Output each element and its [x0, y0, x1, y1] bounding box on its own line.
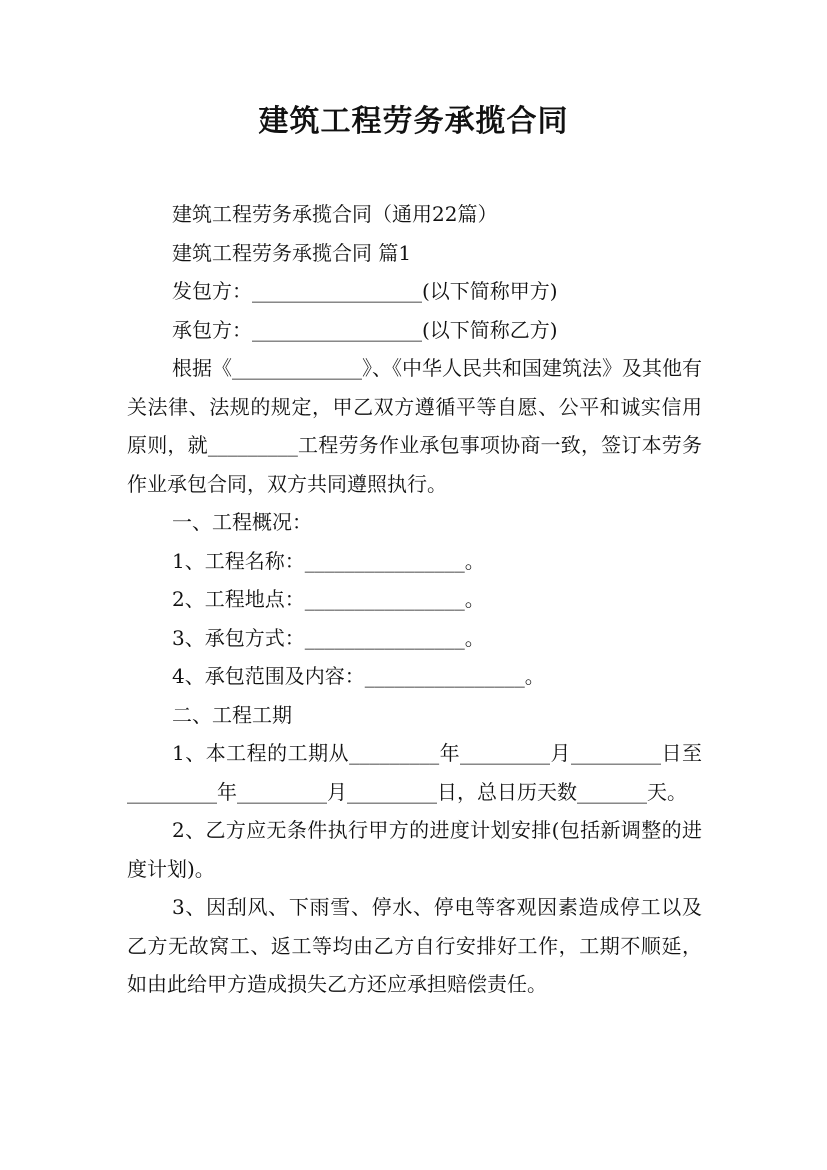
scope-line: 4、承包范围及内容：________________。: [172, 664, 545, 688]
schedule-clause-2: 2、乙方应无条件执行甲方的进度计划安排(包括新调整的进度计划)。: [127, 818, 702, 881]
section-heading-overview: 一、工程概况：: [172, 510, 312, 534]
party-b-line: 承包方：_________________(以下简称乙方): [172, 317, 558, 342]
schedule-clause-3: 3、因刮风、下雨雪、停水、停电等客观因素造成停工以及乙方无故窝工、返工等均由乙方自行安排好工作，工期不顺延，如由此给甲方造成损失乙方还应承担赔偿责任。: [127, 895, 702, 996]
project-location-line: 2、工程地点：________________。: [172, 587, 485, 611]
section-heading-schedule: 二、工程工期: [172, 702, 292, 727]
project-name-line: 1、工程名称：________________。: [172, 548, 485, 573]
schedule-clause-1: 1、本工程的工期从_________年_________月_________日至_________年_________月_________日，总日历天数_______天。: [127, 741, 702, 804]
preamble-paragraph: 根据《_____________》、《中华人民共和国建筑法》及其他有关法律、法规的规定，甲乙双方遵循平等自愿、公平和诚实信用原则，就_________工程劳务作业承包事项协商一致，签订本劳务作业承包合同，双方共同遵照执行。: [127, 356, 702, 496]
party-a-line: 发包方：_________________(以下简称甲方): [172, 279, 558, 303]
section-heading-part-1: 建筑工程劳务承揽合同 篇1: [172, 240, 412, 265]
document-body: [127, 195, 702, 1004]
document-subtitle: 建筑工程劳务承揽合同（通用22篇）: [172, 202, 498, 226]
contract-method-line: 3、承包方式：________________。: [172, 625, 485, 650]
document-title: 建筑工程劳务承揽合同: [258, 104, 569, 139]
